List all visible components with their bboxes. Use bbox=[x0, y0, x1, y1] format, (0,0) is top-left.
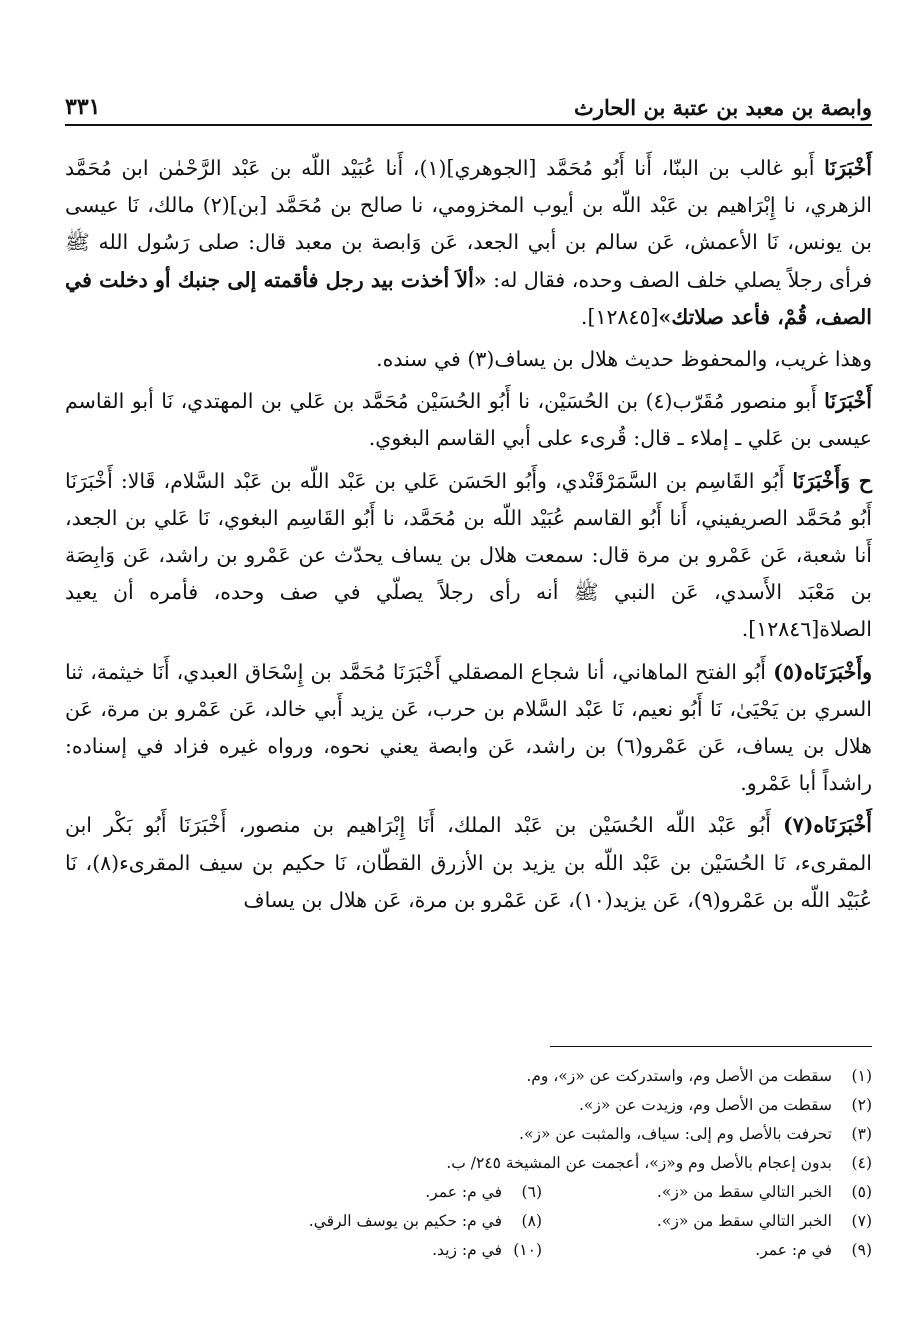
footnote-number: (٤) bbox=[851, 1154, 872, 1172]
narration-lead: أَخْبَرَنَا bbox=[824, 156, 872, 180]
paragraph bbox=[65, 383, 872, 457]
paragraph-text: أَبُو عَبْد اللّه الحُسَيْن بن عَبْد الملك، أَنَا إِبْرَاهيم بن منصور، أَخْبَرَنَا أَبُو بَكْر ابن المقرىء، نَا الحُسَيْن بن عَبْد اللّه بن يزيد بن الأزرق القطّان، نَا حكيم بن سيف المقرىء(٨)، نَا عُبَيْد اللّه بن عَمْرو(٩)، عَن يزيد(١٠)، عَن عَمْرو بن مرة، عَن هلال بن يساف bbox=[65, 813, 872, 912]
footnote-text: في م: عمر. bbox=[755, 1241, 832, 1259]
footnote-number: (٦) bbox=[521, 1183, 542, 1201]
footnote bbox=[65, 1120, 872, 1149]
paragraph-text: أَبو منصور مُقَرّب(٤) بن الحُسَيْن، نا أَبُو الحُسَيْن مُحَمَّد بن عَلي بن المهتدي، نَا أبو القاسم عيسى بن عَلي ـ إملاء ـ قال: قُرىء على أبي القاسم البغوي. bbox=[65, 389, 872, 451]
paragraph-text: أَبُو القَاسِم بن السَّمَرْقَنْدي، وأَبُو الحَسَن عَلي بن عَبْد اللّه بن عَبْد السَّلام، قَالا: أَخْبَرَنَا أَبُو مُحَمَّد الصريفيني، أَنا أَبُو القاسم عُبَيْد اللّه بن مُحَمَّد، نا أَبُو القَاسِم البغوي، نَا عَلي بن الجعد، أَنا شعبة، عَن عَمْرو بن مرة قال: سمعت هلال بن يساف يحدّث عن عَمْرو بن راشد، عَن وَابِصَة بن مَعْبَد الأَسدي، عَن النبي ﷺ أنه رأى رجلاً يصلّي في صف وحده، فأمره أن يعيد الصلاة bbox=[65, 468, 872, 642]
footnote bbox=[65, 1149, 872, 1178]
footnote-row bbox=[65, 1236, 872, 1265]
footnote-text: سقطت من الأصل وم، واستدركت عن «ز»، وم. bbox=[526, 1067, 832, 1085]
footnote bbox=[542, 1236, 872, 1265]
hadith-text: «ألاَ أخذت بيد رجل فأقمته إلى جنبك أو دخلت في الصف، قُمْ، فأعد صلاتك» bbox=[65, 267, 872, 329]
paragraph bbox=[65, 341, 872, 378]
main-text bbox=[65, 150, 872, 924]
footnote-number: (٣) bbox=[851, 1125, 872, 1143]
paragraph-text: أَبو غالب بن البنّا، أَنا أَبُو مُحَمَّد [الجوهري](١)، أَنا عُبَيْد اللّه بن عَبْد الرَّحْمٰن ابن مُحَمَّد الزهري، نا إِبْرَاهيم بن عَبْد اللّه بن أيوب المخزومي، نا صالح بن مُحَمَّد [بن](٢) مالك، نَا عيسى بن يونس، نَا الأعمش، عَن سالم بن أبي الجعد، عَن وَابصة بن معبد قال: صلى رَسُول الله ﷺ فرأى رجلاً يصلي خلف الصف وحده، فقال له: bbox=[65, 156, 872, 292]
narration-lead: أَخْبَرَنَا bbox=[824, 389, 872, 414]
narration-lead: ح وَأَخْبَرَنَا bbox=[792, 468, 872, 493]
paragraph-text: أَبُو الفتح الماهاني، أنا شجاع المصقلي أَخْبَرَنَا مُحَمَّد بن إِسْحَاق العبدي، أَنَا خيثمة، ثنا السري بن يَحْيَىٰ، نَا أَبُو نعيم، نَا عَبْد السَّلام بن حرب، عَن يزيد أَبي خالد، عَن عَمْرو بن مرة، عَن هلال بن يساف، عَن عَمْرو(٦) بن راشد، عَن وابصة يعني نحوه، ورواه غيره فزاد في إسناده: راشداً أبا عَمْرو. bbox=[65, 659, 872, 796]
footnote-number: (١٠) bbox=[513, 1241, 542, 1259]
footnote-row bbox=[65, 1178, 872, 1207]
footnote-number: (٢) bbox=[851, 1096, 872, 1114]
footnote-text: سقطت من الأصل وم، وزيدت عن «ز». bbox=[579, 1096, 832, 1114]
footnote-text: في م: عمر. bbox=[425, 1183, 502, 1201]
paragraph bbox=[65, 463, 872, 649]
narration-lead: وأَخْبَرَنَاه(٥) bbox=[773, 659, 872, 684]
footnote-divider bbox=[550, 1046, 872, 1047]
footnote bbox=[309, 1207, 542, 1236]
footnote-text: الخبر التالي سقط من «ز». bbox=[656, 1183, 832, 1201]
footnotes bbox=[65, 1062, 872, 1265]
footnote-number: (٨) bbox=[521, 1212, 542, 1230]
hadith-number: [١٢٨٤٥]. bbox=[580, 304, 659, 329]
paragraph bbox=[65, 807, 872, 919]
footnote-row bbox=[65, 1207, 872, 1236]
footnote-text: الخبر التالي سقط من «ز». bbox=[656, 1212, 832, 1230]
footnote-number: (٩) bbox=[851, 1241, 872, 1259]
paragraph bbox=[65, 654, 872, 803]
footnote-text: تحرفت بالأصل وم إلى: سياف، والمثبت عن «ز». bbox=[519, 1125, 832, 1143]
paragraph bbox=[65, 150, 872, 336]
footnote bbox=[65, 1062, 872, 1091]
narration-lead: أَخْبَرَنَاه(٧) bbox=[783, 813, 872, 838]
footnote-number: (١) bbox=[851, 1067, 872, 1085]
footnote-number: (٧) bbox=[851, 1212, 872, 1230]
running-title: وابصة بن معبد بن عتبة بن الحارث bbox=[574, 95, 872, 120]
footnote-number: (٥) bbox=[851, 1183, 872, 1201]
footnote bbox=[432, 1236, 542, 1265]
paragraph-text: وهذا غريب، والمحفوظ حديث هلال بن يساف(٣) في سنده. bbox=[376, 347, 872, 372]
footnote bbox=[542, 1207, 872, 1236]
footnote bbox=[542, 1178, 872, 1207]
footnote-text: بدون إعجام بالأصل وم و«ز»، أعجمت عن المشيخة ٢٤٥/ ب. bbox=[446, 1154, 832, 1172]
footnote-text: في م: حكيم بن يوسف الرقي. bbox=[308, 1212, 502, 1230]
page-header bbox=[65, 80, 872, 126]
page-number: ٣٣١ bbox=[65, 94, 101, 120]
footnote bbox=[425, 1178, 542, 1207]
footnote-text: في م: زيد. bbox=[432, 1241, 502, 1259]
footnote bbox=[65, 1091, 872, 1120]
hadith-number: [١٢٨٤٦]. bbox=[741, 617, 820, 642]
